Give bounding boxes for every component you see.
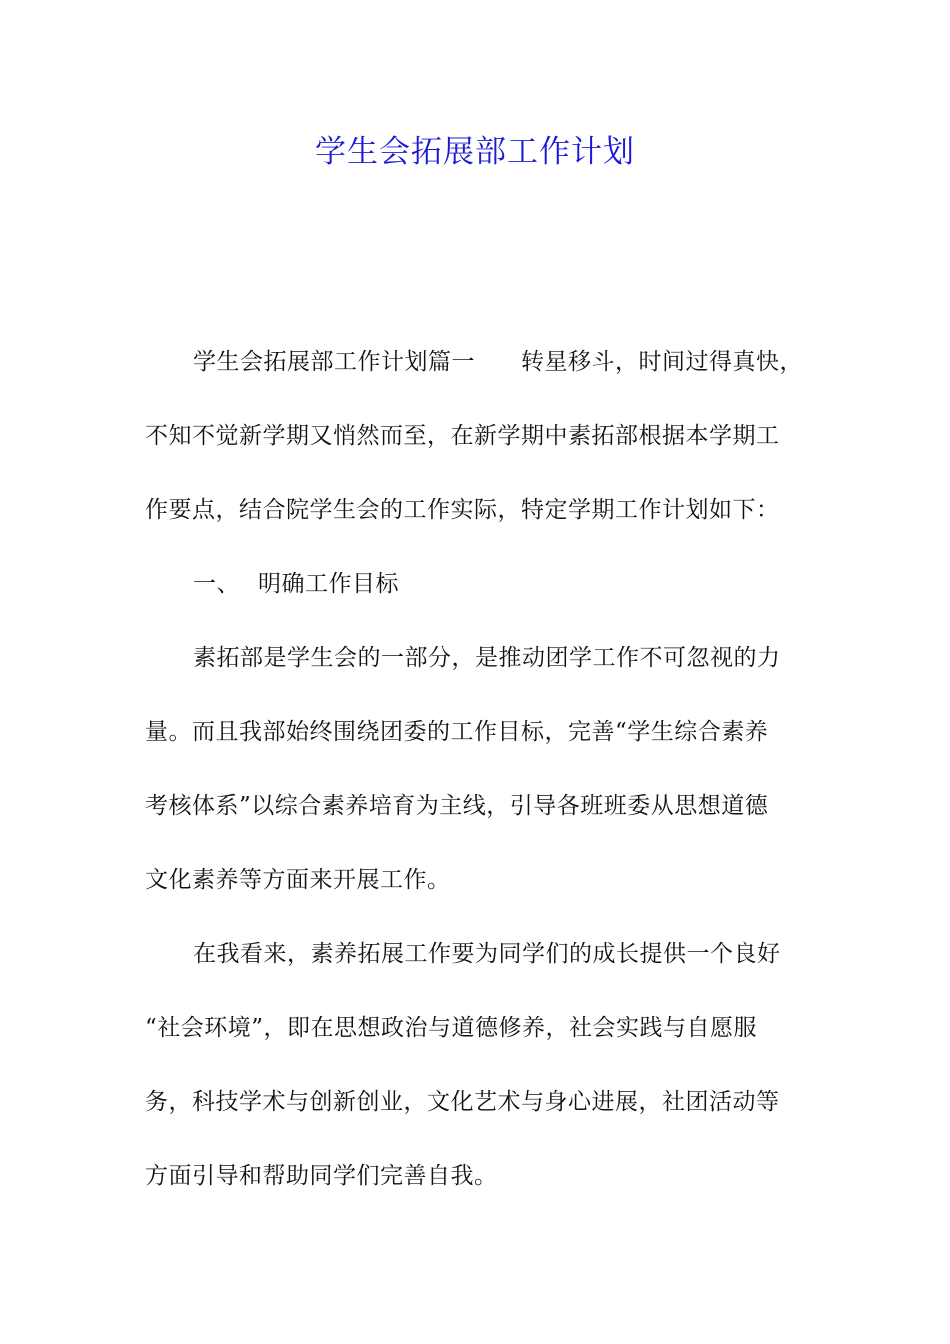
document-title: 学生会拓展部工作计划 <box>315 134 635 170</box>
paragraph-line <box>145 333 815 407</box>
paragraph-line: 文化素养等方面来开展工作。 <box>145 867 451 893</box>
section-label: 明确工作目标 <box>258 571 399 597</box>
paragraph-line: 不知不觉新学期又悄然而至，在新学期中素拓部根据本学期工 <box>145 423 780 449</box>
paragraph-line: 素拓部是学生会的一部分，是推动团学工作不可忽视的力 <box>193 645 781 671</box>
section-heading <box>145 555 815 629</box>
paragraph-text: 转星移斗，时间过得真快， <box>521 349 803 375</box>
paragraph-line: 在我看来，素养拓展工作要为同学们的成长提供一个良好 <box>193 941 781 967</box>
paragraph-line: 作要点，结合院学生会的工作实际，特定学期工作计划如下： <box>145 497 780 523</box>
plan-heading: 学生会拓展部工作计划篇一 <box>193 349 475 375</box>
section-number: 一、 <box>193 571 240 597</box>
paragraph-line: 量。而且我部始终围绕团委的工作目标，完善“学生综合素养 <box>145 719 769 745</box>
paragraph-line: 务，科技学术与创新创业，文化艺术与身心进展，社团活动等 <box>145 1089 780 1115</box>
paragraph-line: 考核体系”以综合素养培育为主线，引导各班班委从思想道德 <box>145 793 769 819</box>
paragraph-line: “社会环境”，即在思想政治与道德修养，社会实践与自愿服 <box>145 1015 758 1041</box>
document-body <box>145 333 815 1221</box>
paragraph-line: 方面引导和帮助同学们完善自我。 <box>145 1163 498 1189</box>
